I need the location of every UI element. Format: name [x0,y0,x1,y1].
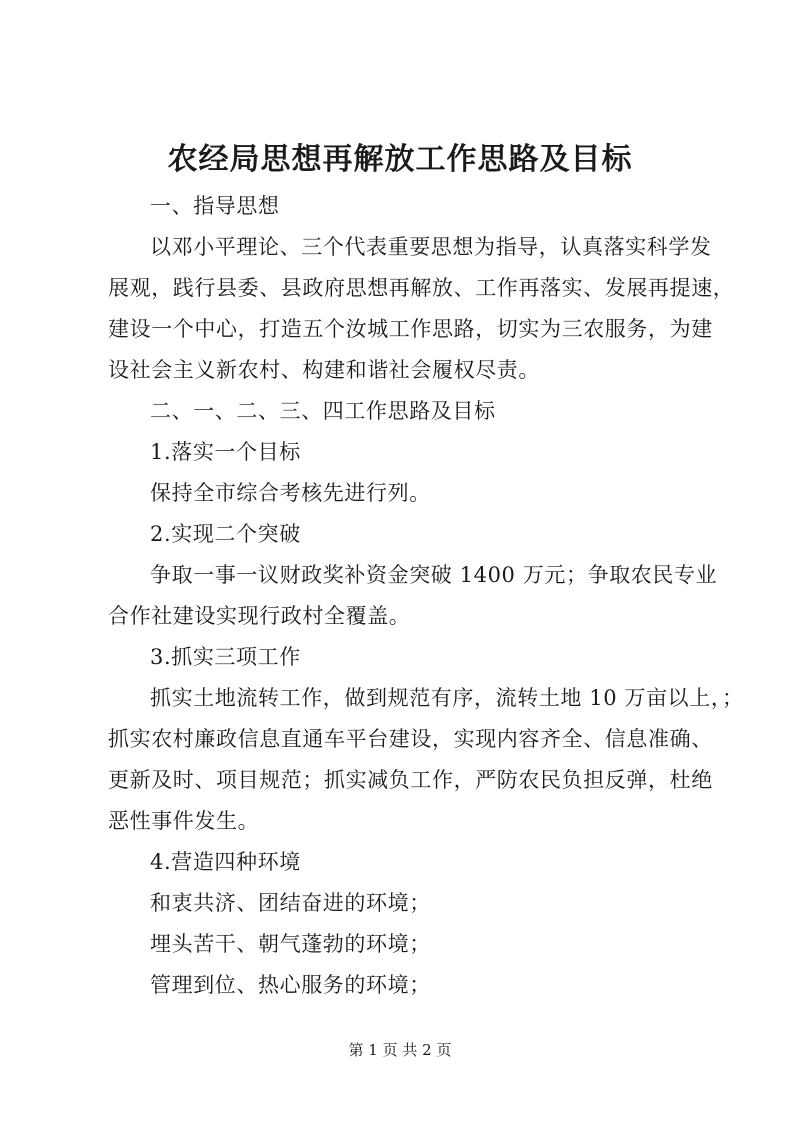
list-item: 埋头苦干、朝气蓬勃的环境； [150,932,431,956]
list-item: 和衷共济、团结奋进的环境； [150,891,431,915]
document-title: 农经局思想再解放工作思路及目标 [167,142,633,177]
paragraph-line: 保持全市综合考核先进行列。 [150,481,431,505]
paragraph-line: 以邓小平理论、三个代表重要思想为指导，认真落实科学发 [150,235,712,259]
subheading-goal-4: 4.营造四种环境 [150,850,301,874]
paragraph-line: 更新及时、项目规范；抓实减负工作，严防农民负担反弹，杜绝 [108,768,713,792]
page-footer: 第 1 页 共 2 页 [348,1041,452,1059]
subheading-goal-1: 1.落实一个目标 [150,440,301,464]
subheading-goal-2: 2.实现二个突破 [150,522,301,546]
section-heading-work-ideas: 二、一、二、三、四工作思路及目标 [150,399,496,423]
paragraph-line: 建设一个中心，打造五个汝城工作思路，切实为三农服务，为建 [108,317,713,341]
paragraph-line: 设社会主义新农村、构建和谐社会履权尽责。 [108,358,540,382]
section-heading-guiding-ideology: 一、指导思想 [150,194,280,218]
paragraph-line: 合作社建设实现行政村全覆盖。 [108,604,411,628]
paragraph-line: 争取一事一议财政奖补资金突破 1400 万元；争取农民专业 [150,563,718,587]
subheading-goal-3: 3.抓实三项工作 [150,645,301,669]
list-item: 管理到位、热心服务的环境； [150,973,431,997]
paragraph-line: 抓实农村廉政信息直通车平台建设，实现内容齐全、信息准确、 [108,727,713,751]
paragraph-line: 恶性事件发生。 [108,809,260,833]
paragraph-line: 展观，践行县委、县政府思想再解放、工作再落实、发展再提速， [108,276,735,300]
paragraph-line: 抓实土地流转工作，做到规范有序，流转土地 10 万亩以上，； [150,686,744,710]
